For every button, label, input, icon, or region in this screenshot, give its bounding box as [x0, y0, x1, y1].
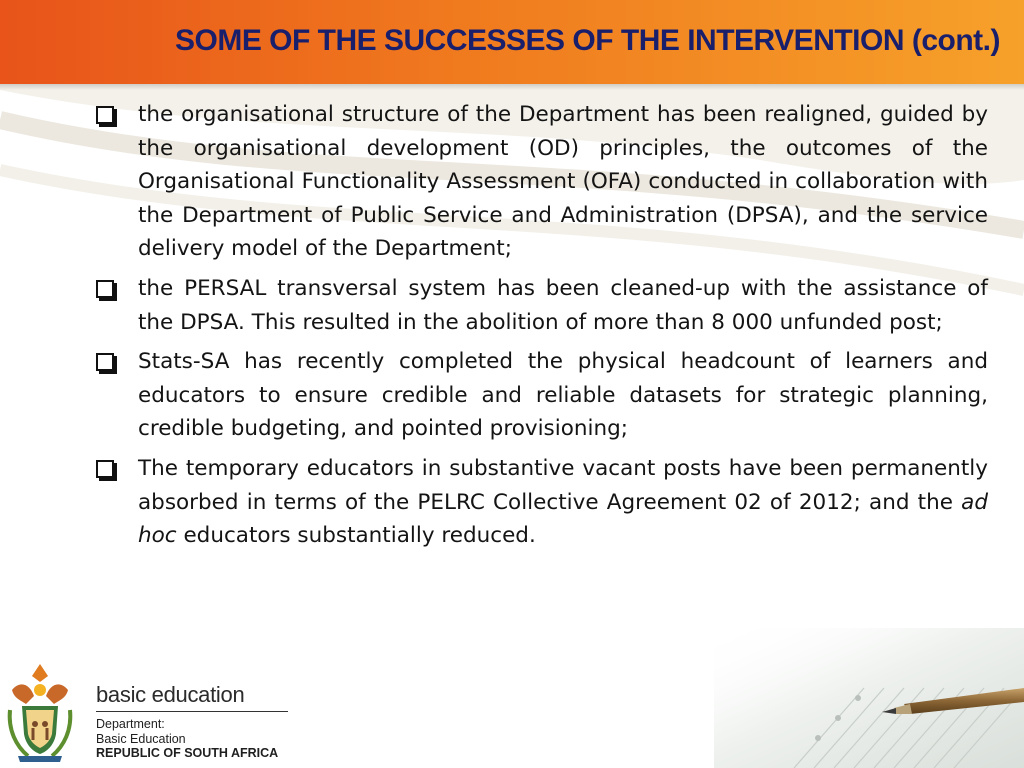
bullet-item [92, 345, 988, 446]
checkbox-bullet-icon [96, 460, 114, 478]
header-bar [0, 0, 1024, 84]
department-name: Basic Education [96, 731, 186, 746]
checkbox-bullet-icon [96, 280, 114, 298]
checkbox-bullet-icon [96, 106, 114, 124]
header-shadow [0, 84, 1024, 90]
slide-title: SOME OF THE SUCCESSES OF THE INTERVENTION (cont.) [174, 24, 1000, 57]
brand-divider [96, 711, 288, 712]
department-label: Department: [96, 717, 165, 731]
bullet-item [92, 98, 988, 266]
bullet-item [92, 452, 988, 553]
bullet-text: the PERSAL transversal system has been cleaned-up with the assistance of the DPSA. This resulted in the abolition of more than 8 000 unfunded post; [138, 275, 988, 335]
bullet-list [92, 98, 988, 559]
pen-and-notebook-image [714, 628, 1024, 768]
bullet-text-italic: ad hoc [138, 489, 988, 549]
coat-of-arms-logo-icon [4, 660, 76, 764]
bullet-text: the organisational structure of the Department has been realigned, guided by the organisational development (OD) principles, the outcomes of the Organisational Functionality Assessment (OFA) conducted in collaboration with the Department of Public Service and Administration (DPSA), and the service delivery model of the Department; [138, 102, 988, 262]
country-name: REPUBLIC OF SOUTH AFRICA [96, 746, 279, 760]
bullet-item [92, 272, 988, 339]
brand-title: basic education [96, 682, 245, 707]
bullet-text-start: The temporary educators in substantive vacant posts have been permanently absorbed in terms of the PELRC Collective Agreement 02 of 2012; and the [138, 455, 988, 515]
brand-block [96, 682, 292, 761]
bullet-text-end: educators substantially reduced. [176, 523, 536, 549]
checkbox-bullet-icon [96, 353, 114, 371]
bullet-text: Stats-SA has recently completed the physical headcount of learners and educators to ensure credible and reliable datasets for strategic planning, credible budgeting, and pointed provisioning; [138, 349, 988, 442]
